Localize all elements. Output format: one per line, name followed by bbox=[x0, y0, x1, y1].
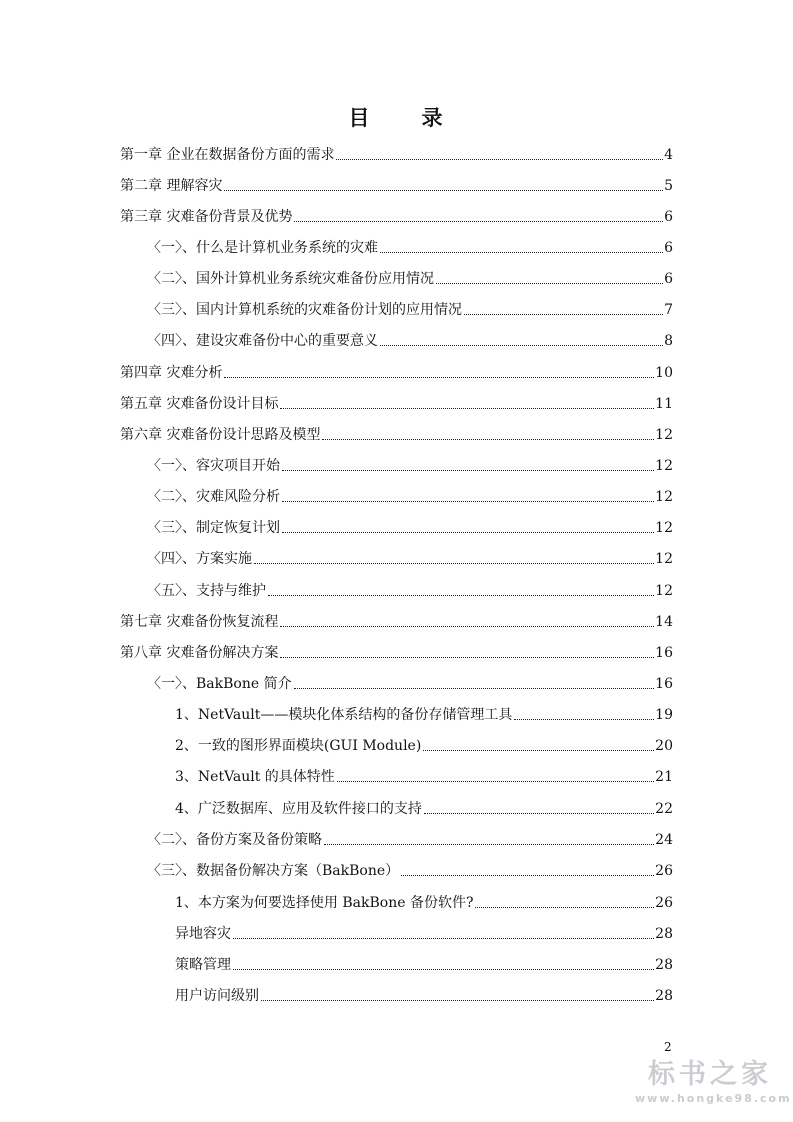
toc-entry-label: 〈三〉、数据备份解决方案（BakBone） bbox=[147, 863, 400, 879]
toc-entry-page: 7 bbox=[664, 302, 673, 318]
toc-entry-label: 第六章 灾难备份设计思路及模型 bbox=[120, 427, 321, 443]
toc-entry-page: 12 bbox=[655, 583, 673, 599]
dot-leader bbox=[268, 595, 654, 596]
toc-entry-page: 22 bbox=[655, 801, 673, 817]
toc-entry-page: 12 bbox=[655, 551, 673, 567]
dot-leader bbox=[282, 532, 654, 533]
dot-leader bbox=[224, 377, 654, 378]
toc-entry-page: 4 bbox=[664, 147, 673, 163]
dot-leader bbox=[514, 719, 654, 720]
dot-leader bbox=[261, 1000, 654, 1001]
toc-entry-label: 用户访问级别 bbox=[175, 988, 259, 1004]
toc-title-right: 录 bbox=[421, 105, 445, 130]
toc-entry-page: 5 bbox=[664, 178, 673, 194]
toc-entry[interactable] bbox=[175, 891, 673, 913]
toc-entry-label: 1、本方案为何要选择使用 BakBone 备份软件? bbox=[175, 895, 474, 911]
dot-leader bbox=[436, 283, 663, 284]
toc-entry[interactable] bbox=[120, 205, 673, 227]
toc-entry[interactable] bbox=[147, 579, 673, 601]
dot-leader bbox=[423, 750, 654, 751]
toc-entry[interactable] bbox=[175, 797, 673, 819]
toc-entry-page: 19 bbox=[655, 707, 673, 723]
dot-leader bbox=[280, 657, 654, 658]
toc-entry-page: 20 bbox=[655, 738, 673, 754]
toc-entry[interactable] bbox=[175, 734, 673, 756]
toc-entry-page: 6 bbox=[664, 240, 673, 256]
toc-entry[interactable] bbox=[120, 423, 673, 445]
toc-entry-page: 11 bbox=[655, 396, 673, 412]
toc-entry-label: 第二章 理解容灾 bbox=[120, 178, 223, 194]
toc-entry-page: 14 bbox=[655, 614, 673, 630]
toc-title-left: 目 bbox=[348, 105, 372, 130]
dot-leader bbox=[294, 221, 663, 222]
toc-entry[interactable] bbox=[175, 703, 673, 725]
toc-entry-page: 6 bbox=[664, 209, 673, 225]
dot-leader bbox=[282, 470, 654, 471]
toc-entry-page: 28 bbox=[655, 926, 673, 942]
dot-leader bbox=[280, 626, 654, 627]
toc-entry-label: 第一章 企业在数据备份方面的需求 bbox=[120, 147, 335, 163]
toc-entry[interactable] bbox=[175, 984, 673, 1006]
toc-entry-label: 3、NetVault 的具体特性 bbox=[175, 769, 335, 785]
dot-leader bbox=[224, 190, 663, 191]
dot-leader bbox=[280, 408, 654, 409]
toc-entry[interactable] bbox=[120, 392, 673, 414]
toc-entry[interactable] bbox=[175, 765, 673, 787]
dot-leader bbox=[336, 159, 663, 160]
dot-leader bbox=[464, 314, 663, 315]
toc-entry-page: 16 bbox=[655, 676, 673, 692]
toc-entry-page: 28 bbox=[655, 957, 673, 973]
toc-entry-label: 〈一〉、什么是计算机业务系统的灾难 bbox=[147, 240, 378, 256]
toc-entry-page: 16 bbox=[655, 645, 673, 661]
dot-leader bbox=[254, 563, 654, 564]
watermark-logo-text: 标书之家 bbox=[648, 1059, 772, 1090]
toc-entry-label: 2、一致的图形界面模块(GUI Module) bbox=[175, 738, 422, 754]
toc-entry[interactable] bbox=[147, 267, 673, 289]
toc-entry-label: 〈三〉、制定恢复计划 bbox=[147, 520, 280, 536]
dot-leader bbox=[324, 844, 654, 845]
toc-entry-page: 10 bbox=[655, 365, 673, 381]
toc-entry-page: 26 bbox=[655, 863, 673, 879]
toc-entry-page: 24 bbox=[655, 832, 673, 848]
toc-entry[interactable] bbox=[147, 329, 673, 351]
toc-entry[interactable] bbox=[147, 516, 673, 538]
toc-entry-label: 第四章 灾难分析 bbox=[120, 365, 223, 381]
toc-entry-page: 21 bbox=[655, 769, 673, 785]
toc-entry-label: 〈二〉、备份方案及备份策略 bbox=[147, 832, 322, 848]
toc-entry[interactable] bbox=[120, 610, 673, 632]
toc-entry-page: 12 bbox=[655, 520, 673, 536]
page-number: 2 bbox=[664, 1040, 672, 1054]
watermark-logo bbox=[635, 1058, 792, 1106]
dot-leader bbox=[233, 938, 654, 939]
toc-entry-label: 〈二〉、国外计算机业务系统灾难备份应用情况 bbox=[147, 271, 434, 287]
toc-entry[interactable] bbox=[147, 454, 673, 476]
toc-entry[interactable] bbox=[147, 828, 673, 850]
toc-entry-page: 6 bbox=[664, 271, 673, 287]
toc-entry[interactable] bbox=[120, 641, 673, 663]
toc-entry-label: 〈一〉、BakBone 简介 bbox=[147, 676, 292, 692]
toc-entry[interactable] bbox=[147, 859, 673, 881]
toc-entry-page: 26 bbox=[655, 895, 673, 911]
toc-entry[interactable] bbox=[147, 672, 673, 694]
toc-entry-label: 策略管理 bbox=[175, 957, 231, 973]
toc-entry-label: 〈四〉、建设灾难备份中心的重要意义 bbox=[147, 333, 378, 349]
dot-leader bbox=[322, 439, 654, 440]
toc-entry-label: 〈三〉、国内计算机系统的灾难备份计划的应用情况 bbox=[147, 302, 462, 318]
toc-entry-page: 8 bbox=[664, 333, 673, 349]
toc-entry-label: 〈五〉、支持与维护 bbox=[147, 583, 266, 599]
toc-entry-label: 〈一〉、容灾项目开始 bbox=[147, 458, 280, 474]
toc-entry-label: 第八章 灾难备份解决方案 bbox=[120, 645, 279, 661]
dot-leader bbox=[424, 813, 654, 814]
toc-entry[interactable] bbox=[175, 953, 673, 975]
dot-leader bbox=[380, 345, 663, 346]
toc-entry[interactable] bbox=[120, 174, 673, 196]
dot-leader bbox=[233, 969, 654, 970]
toc-entry-label: 〈四〉、方案实施 bbox=[147, 551, 252, 567]
toc-entry[interactable] bbox=[120, 143, 673, 165]
toc-entry-page: 28 bbox=[655, 988, 673, 1004]
toc-entry[interactable] bbox=[147, 485, 673, 507]
toc-entry-page: 12 bbox=[655, 489, 673, 505]
toc-entry-page: 12 bbox=[655, 458, 673, 474]
toc-entry-label: 异地容灾 bbox=[175, 926, 231, 942]
dot-leader bbox=[282, 501, 654, 502]
toc-entry-label: 4、广泛数据库、应用及软件接口的支持 bbox=[175, 801, 422, 817]
dot-leader bbox=[337, 781, 654, 782]
dot-leader bbox=[475, 907, 654, 908]
dot-leader bbox=[294, 688, 655, 689]
toc-entry-label: 第五章 灾难备份设计目标 bbox=[120, 396, 279, 412]
toc-entry[interactable] bbox=[120, 361, 673, 383]
toc-entry-label: 〈二〉、灾难风险分析 bbox=[147, 489, 280, 505]
toc-entry[interactable] bbox=[175, 922, 673, 944]
toc-entry[interactable] bbox=[147, 298, 673, 320]
toc-entry[interactable] bbox=[147, 236, 673, 258]
toc-entry[interactable] bbox=[147, 547, 673, 569]
watermark-url: www.hongke98.com bbox=[635, 1092, 792, 1105]
dot-leader bbox=[380, 252, 663, 253]
toc-entry-page: 12 bbox=[655, 427, 673, 443]
dot-leader bbox=[401, 875, 654, 876]
toc-entry-label: 第三章 灾难备份背景及优势 bbox=[120, 209, 293, 225]
toc-entry-label: 第七章 灾难备份恢复流程 bbox=[120, 614, 279, 630]
toc-entry-label: 1、NetVault——模块化体系结构的备份存储管理工具 bbox=[175, 707, 513, 723]
